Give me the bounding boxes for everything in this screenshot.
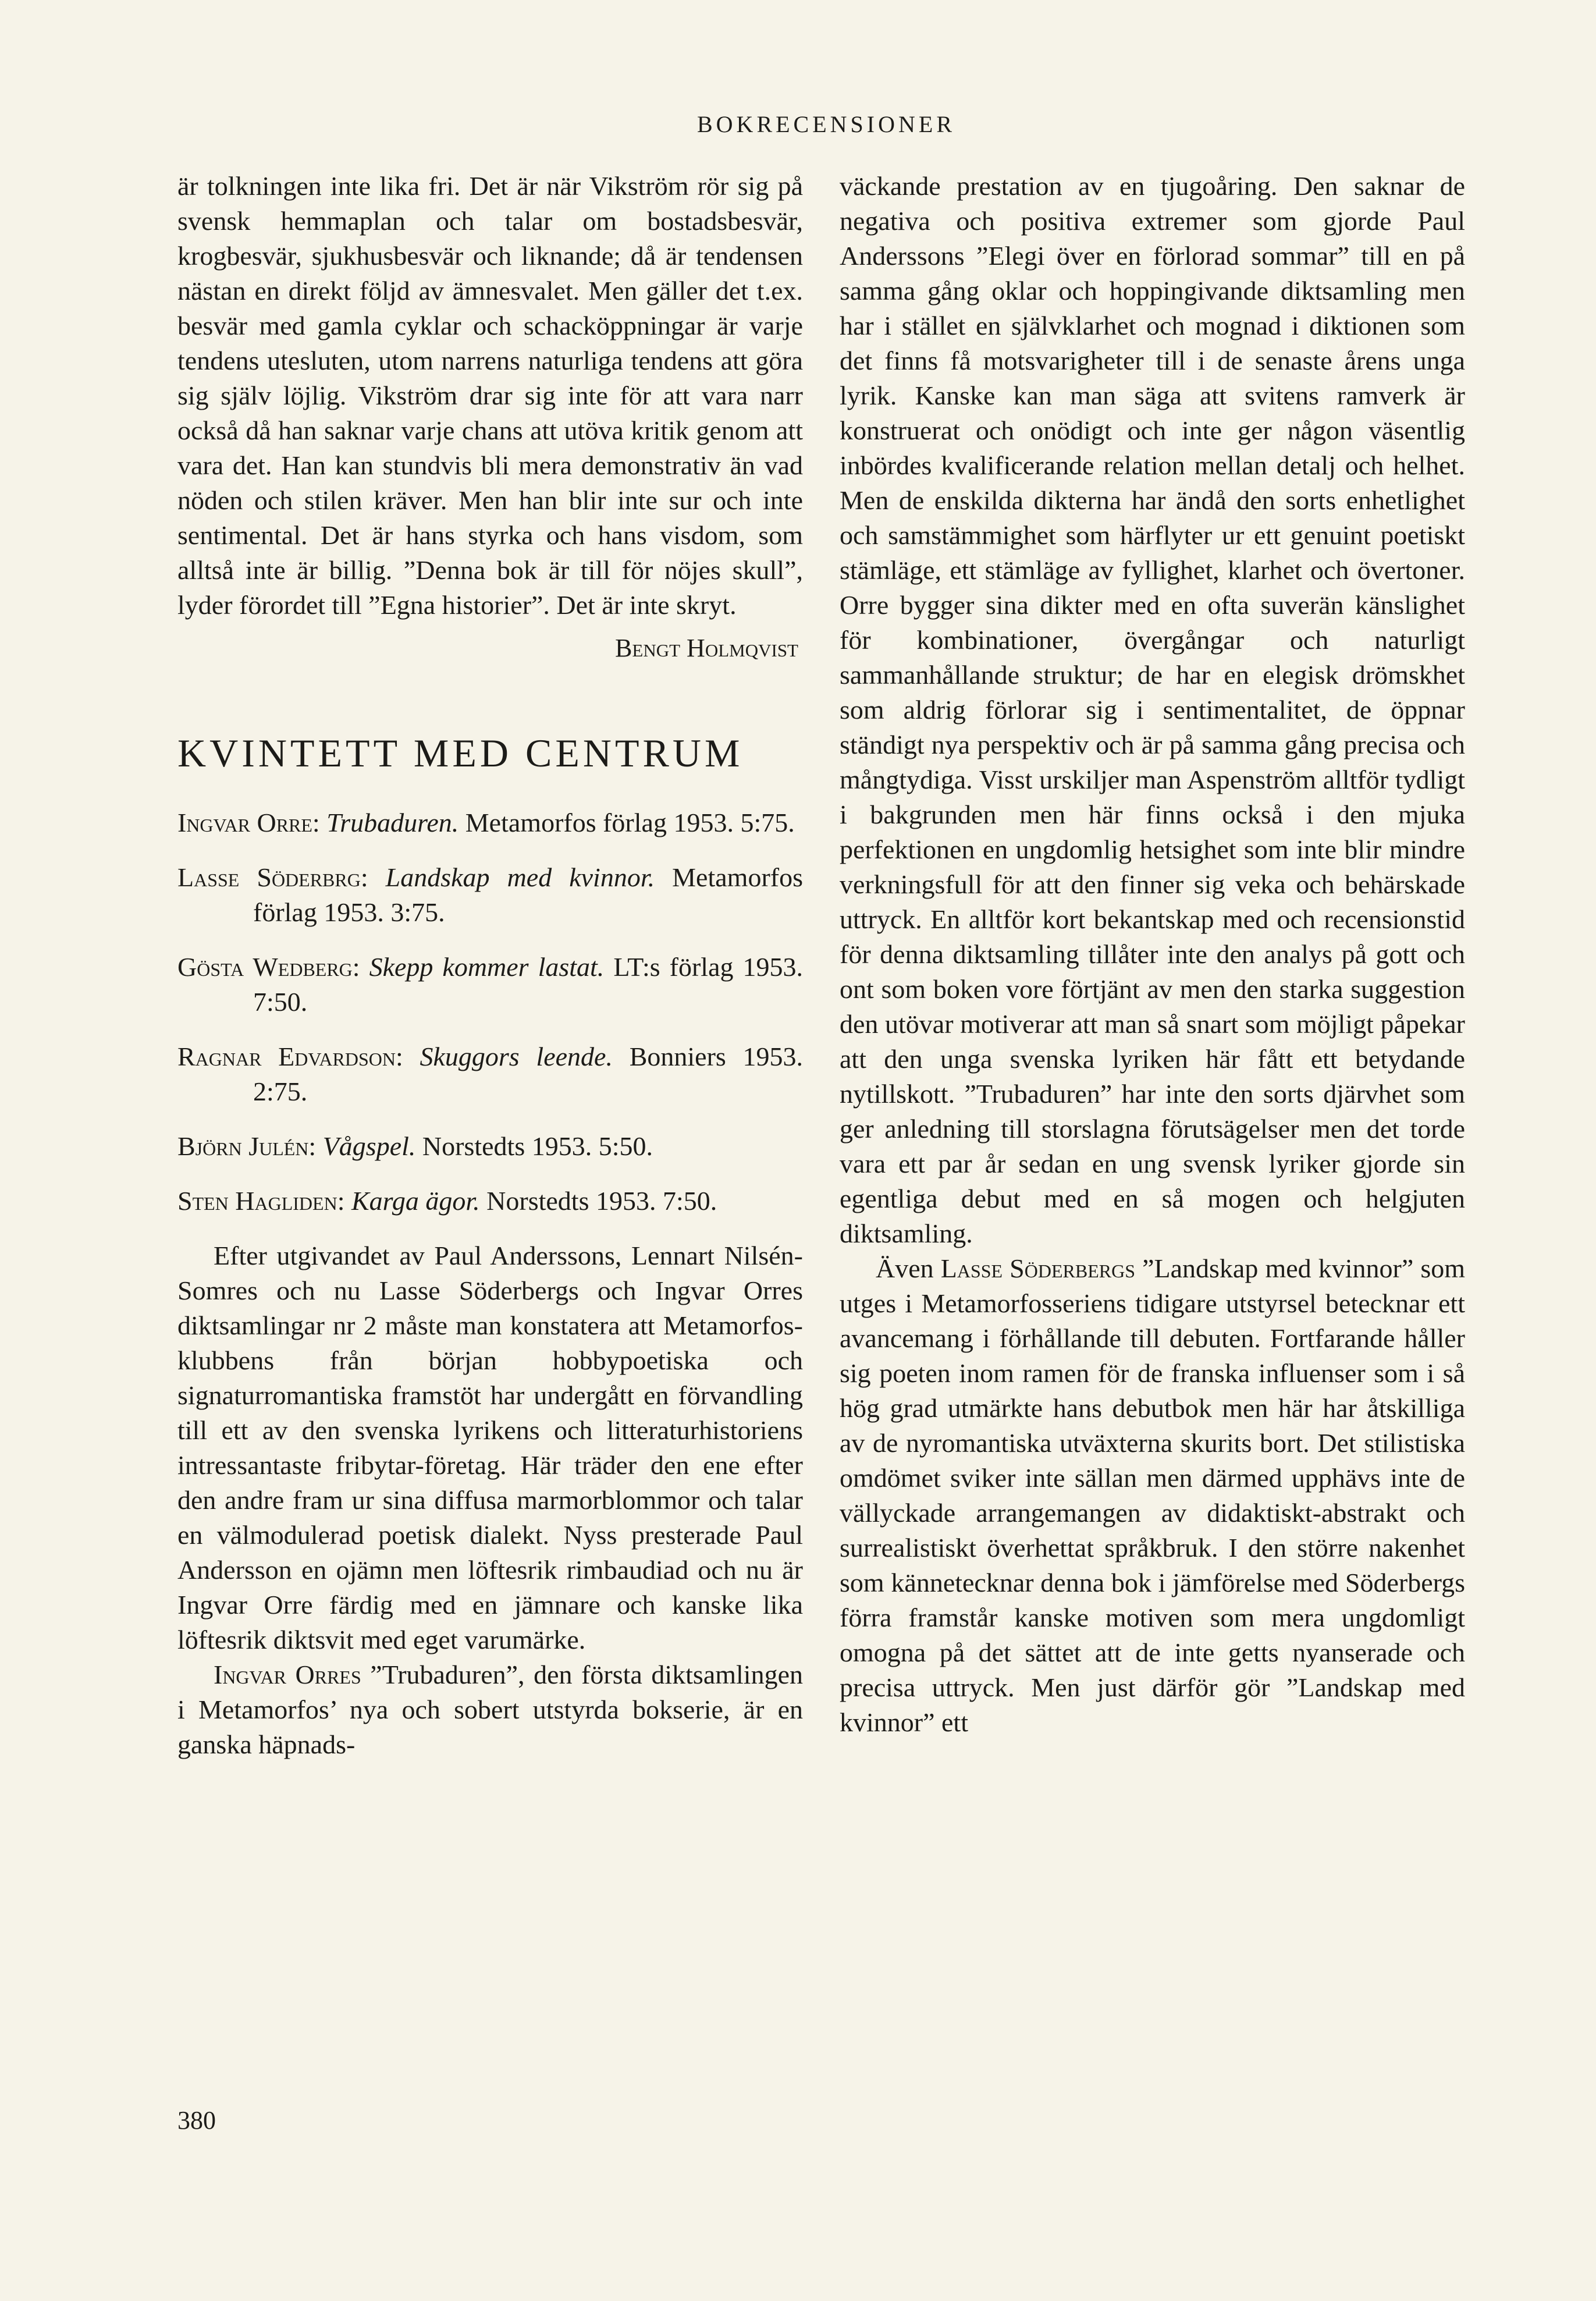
book-author: Sten Hagliden: [177, 1186, 345, 1216]
book-details: Norstedts 1953. 7:50. [486, 1186, 717, 1216]
review-paragraph [177, 1657, 803, 1762]
book-entry [177, 1184, 803, 1219]
paragraph-text: ”Landskap med kvinnor” som utges i Metamorfosseriens tidigare utstyrsel betecknar ett avancemang i förhållande till debuten. Fortfarande håller sig poeten inom ramen för de franska influenser som i så hög grad utmärkte hans debutbok men här har åtskilliga av de nyromantiska utväxterna skurits bort. Det stilistiska omdömet sviker inte sällan men därmed upphävs inte de vällyckade arrangemangen av didaktiskt-abstrakt och surrealistiskt överhettat språkbruk. I den större nakenhet som kännetecknar denna bok i jämförelse med Söderbergs förra framstår kanske motiven som mera ungdomligt omogna på det sättet att de inte getts nyanserade och precisa uttryck. Men just därför gör ”Landskap med kvinnor” ett [840, 1254, 1466, 1737]
book-entry [177, 805, 803, 840]
book-details: Norstedts 1953. 5:50. [422, 1131, 653, 1161]
book-title: Vågspel. [322, 1131, 416, 1161]
book-author: Ragnar Edvardson: [177, 1042, 403, 1071]
paragraph-text: ”Trubaduren”, den första diktsamlingen i Metamorfos’ nya och sobert utstyrda bokserie, är en ganska häpnads- [177, 1660, 803, 1759]
page-number: 380 [177, 2106, 216, 2135]
book-details: Bonniers 1953. 2:75. [253, 1042, 804, 1106]
book-title: Skepp kommer lastat. [369, 952, 605, 982]
book-entry [177, 950, 803, 1020]
review-paragraph-continuation: är tolkningen inte lika fri. Det är när Vikström rör sig på svensk hemmaplan och talar om bostadsbesvär, krogbesvär, sjukhusbesvär och liknande; då är tendensen nästan en direkt följd av ämnesvalet. Men gäller det t.ex. besvär med gamla cyklar och schacköppningar är varje tendens utesluten, utom narrens naturliga tendens att göra sig själv löjlig. Vikström drar sig inte för att vara narr också då han saknar varje chans att utöva kritik genom att vara det. Han kan stundvis bli mera demonstrativ än vad nöden och stilen kräver. Men han blir inte sur och inte sentimental. Det är hans styrka och hans visdom, som alltså inte är billig. ”Denna bok är till för nöjes skull”, lyder förordet till ”Egna historier”. Det är inte skryt. [177, 171, 803, 620]
book-entry [177, 860, 803, 930]
book-title: Trubaduren. [326, 808, 459, 837]
review-paragraph [840, 1251, 1465, 1740]
reviewer-signature: Bengt Holmqvist [615, 634, 798, 662]
book-author: Lasse Söderbrg: [177, 862, 368, 892]
section-title: KVINTETT MED CENTRUM [177, 731, 744, 775]
book-author: Björn Julén: [177, 1131, 317, 1161]
book-title: Karga ägor. [351, 1186, 480, 1216]
book-entry [177, 1039, 803, 1109]
running-header: BOKRECENSIONER [696, 111, 956, 137]
inline-author-name: Ingvar Orres [214, 1660, 361, 1689]
right-column [840, 169, 1465, 1740]
book-title: Skuggors leende. [420, 1042, 613, 1071]
book-entry [177, 1129, 803, 1164]
book-title: Landskap med kvinnor. [385, 862, 655, 892]
review-paragraph: Efter utgivandet av Paul Anderssons, Lennart Nilsén-Somres och nu Lasse Söderbergs och Ingvar Orres diktsamlingar nr 2 måste man konstatera att Metamorfos-klubbens från början hobbypoetiska och signaturromantiska framstöt har undergått en förvandling till ett av den svenska lyrikens och litteraturhistoriens intressantaste fribytar-företag. Här träder den ene efter den andre fram ur sina diffusa marmorblommor och talar en välmodulerad poetisk dialekt. Nyss presterade Paul Andersson en ojämn men löftesrik rimbaudiad och nu är Ingvar Orre färdig med en jämnare och kanske lika löftesrik diktsvit med eget varumärke. [177, 1241, 803, 1654]
book-list [177, 805, 803, 1219]
book-author: Ingvar Orre: [177, 808, 320, 837]
inline-author-name: Lasse Söderbergs [940, 1254, 1136, 1283]
left-column [177, 169, 803, 1762]
paragraph-lead: Även [876, 1254, 941, 1283]
review-paragraph-continuation: väckande prestation av en tjugoåring. Den saknar de negativa och positiva extremer som gjorde Paul Anderssons ”Elegi över en förlorad sommar” till en på samma gång oklar och hoppingivande diktsamling men har i stället en självklarhet och mognad i diktionen som det finns få motsvarigheter till i de senaste årens unga lyrik. Kanske kan man säga att svitens ramverk är konstruerat och onödigt och inte ger någon väsentlig inbördes kvalificerande relation mellan detalj och helhet. Men de enskilda dikterna har ändå den sorts enhetlighet och samstämmighet som härflyter ur ett genuint poetiskt stämläge, ett stämläge av fyllighet, klarhet och övertoner. Orre bygger sina dikter med en ofta suverän känslighet för kombinationer, övergångar och naturligt sammanhållande struktur; de har en elegisk drömskhet som aldrig förlorar sig i sentimentalitet, de öppnar ständigt nya perspektiv och är på samma gång precisa och mångtydiga. Visst urskiljer man Aspenström alltför tydligt i bakgrunden men här finns också i den mjuka perfektionen en ungdomlig hetsighet som inte blir mindre verkningsfull för att den finner sig veka och behärskade uttryck. En alltför kort bekantskap med och recensionstid för denna diktsamling tillåter inte den analys på gott och ont som boken vore förtjänt av men den starka suggestion den utövar motiverar att man så snart som möjligt påpekar att den unga svenska lyriken här fått ett betydande nytillskott. ”Trubaduren” har inte den sorts djärvhet som ger anledning till storslagna förutsägelser men det torde vara ett par år sedan en ung svensk lyriker gjorde sin egentliga debut med en så mogen och helgjuten diktsamling. [840, 171, 1465, 1248]
book-author: Gösta Wedberg: [177, 952, 360, 982]
book-details: Metamorfos förlag 1953. 3:75. [253, 862, 803, 927]
book-details: LT:s förlag 1953. 7:50. [253, 952, 803, 1017]
book-details: Metamorfos förlag 1953. 5:75. [465, 808, 795, 837]
